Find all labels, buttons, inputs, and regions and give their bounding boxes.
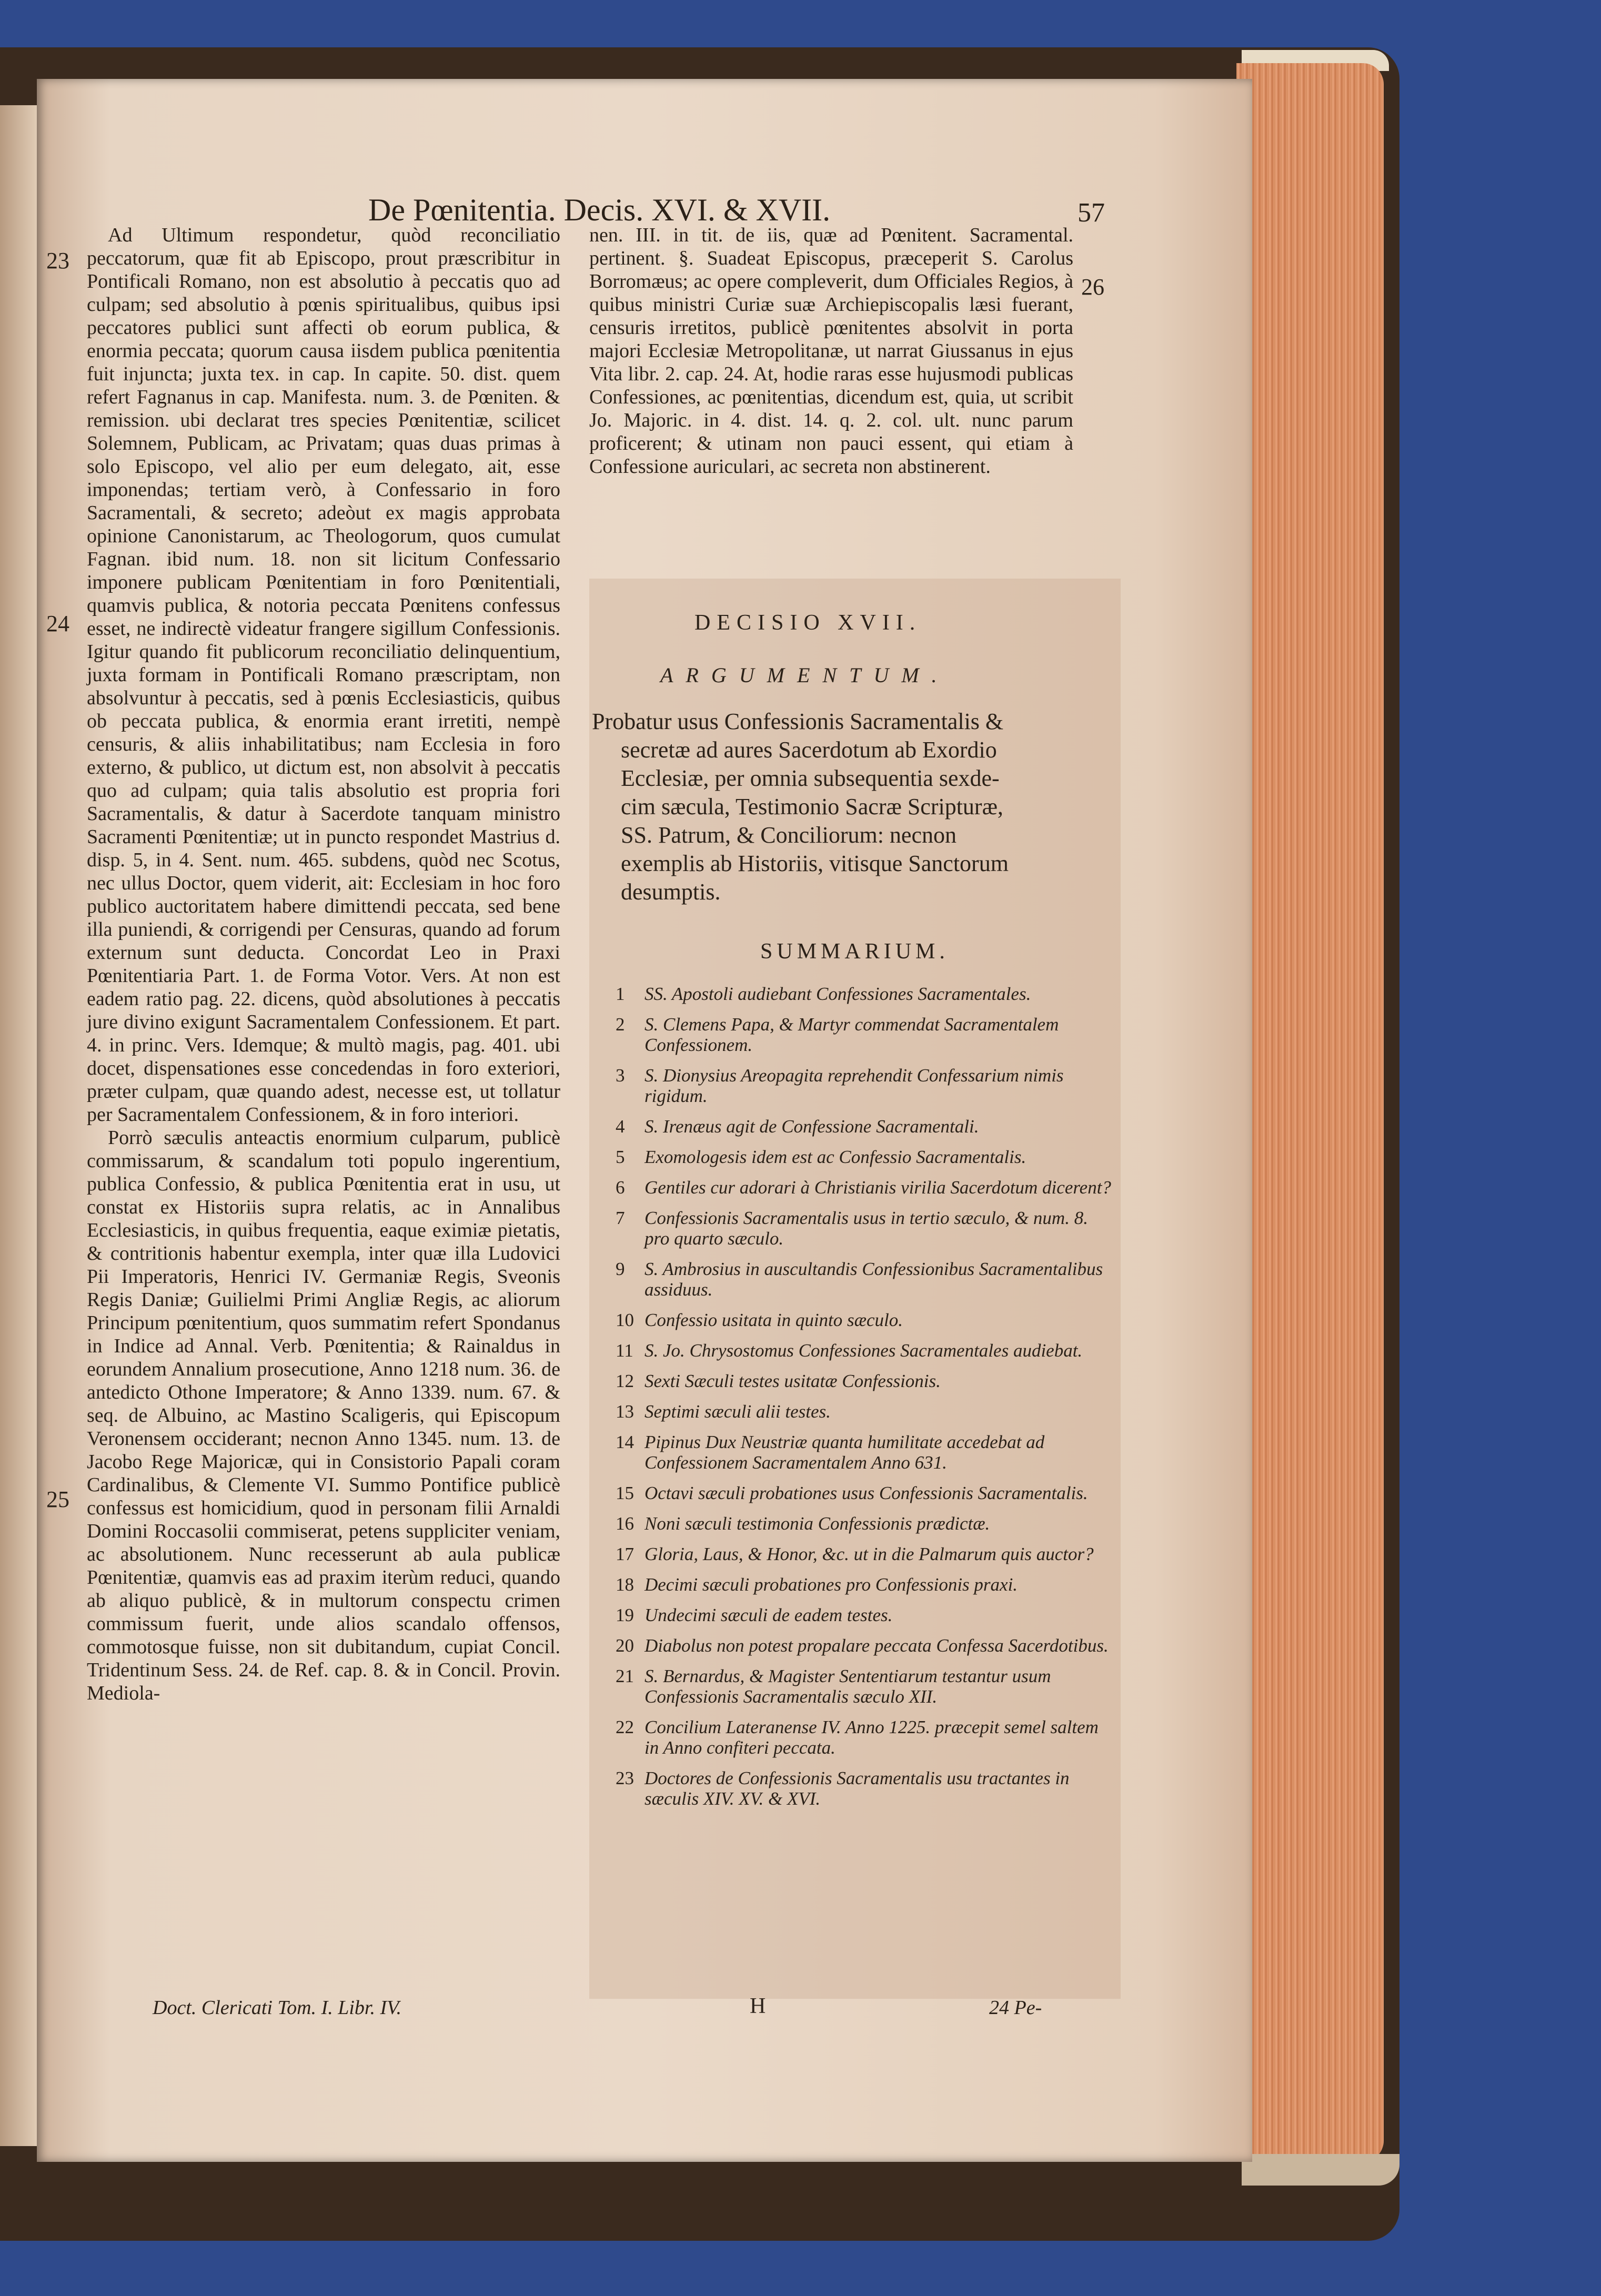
decisio-heading: DECISIO XVII. xyxy=(694,611,922,635)
paragraph-continuation: nen. III. in tit. de iis, quæ ad Pœnitent. Sacramental. pertinent. §. Suadeat Episcopus, præceperit S. Carolus Borromæus; ac opere compleverit, dum Officiales Regios, à quibus ministri Curiæ suæ Archiepiscopalis læsi fuerant, censuris irretitos, publicè pœnitentes absolvit in porta majori Ecclesiæ Metropolitanæ, ut narrat Giussanus in ejus Vita libr. 2. cap. 24. At, hodie raras esse hujusmodi publicas Confessiones, ac pœnitentias, dicendum est, quia, ut scribit Jo. Majoric. in 4. dist. 14. q. 2. col. ult. nunc parum proficerent; & utinam non pauci essent, qui etiam à Confessione auriculari, ac secreta non abstinerent. xyxy=(589,224,1073,478)
argumentum-line: secretæ ad aures Sacerdotum ab Exordio xyxy=(621,737,997,763)
summarium-text: Pipinus Dux Neustriæ quanta humilitate accedebat ad Confessionem Sacramentalem Anno 631. xyxy=(645,1432,1045,1473)
summarium-text: Exomologesis idem est ac Confessio Sacramentalis. xyxy=(645,1147,1026,1167)
paragraph-ad-ultimum: Ad Ultimum respondetur, quòd reconciliatio peccatorum, quæ fit ab Episcopo, prout præscribitur in Pontificali Romano, non est absolutio à peccatis quo ad culpam; sed absolutio à pœnis spiritualibus, quibus ipsi peccatores publici sunt affecti ob eorum publica, & enormia peccata; quorum causa iisdem publica pœnitentia fuit injuncta; juxta tex. in cap. In capite. 50. dist. quem refert Fagnanus in cap. Manifesta. num. 3. de Pœniten. & remission. ubi declarat tres species Pœnitentiæ, scilicet Solemnem, Publicam, ac Privatam; quas duas primas à solo Episcopo, vel alio per eum delegato, ait, esse imponendas; tertiam verò, à Confessario in foro Sacramentali, & secreto; adeòut ex magis approbata opinione Canonistarum, ac Theologorum, quos cumulat Fagnan. ibid num. 18. non sit licitum Confessario imponere publicam Pœnitentiam in foro Pœnitentiali, quamvis publica, & notoria peccata Pœnitens confessus esset, ne indirectè videatur frangere sigillum Confessionis. Igitur quando fit publicorum reconciliatio delinquentium, juxta formam in Pontificali Romano præscriptam, non absolvuntur à peccatis, sed à pœnis Ecclesiasticis, quibus ob peccata publica, & enormia erant irretiti, nempè censuris, & aliis inhabilitatibus; nam Ecclesia in foro externo, & publico, ut dictum est, non absolvit à peccatis quo ad culpam; quia talis absolutio est propria fori Sacramentalis, & datur à Sacerdote tanquam ministro Sacramenti Pœnitentiæ; ut in puncto respondet Mastrius d. disp. 5, in 4. Sent. num. 465. subdens, quòd nec Scotus, nec ullus Doctor, quem viderit, ait: Ecclesiam in hoc foro publico auctoritatem habere dimittendi peccata, sed bene illa puniendi, & corrigendi per Censuras, quando ad forum externum sunt deducta. Concordat Leo in Praxi Pœnitentiaria Part. 1. de Forma Votor. Vers. At non est eadem ratio pag. 22. dicens, quòd absolutiones à peccatis jure divino exigunt Sacramentalem Confessionem. Et part. 4. in princ. Vers. Idemque; & multò magis, pag. 401. ubi docet, dispensationes esse concedendas in foro exteriori, præter culpam, quæ quando adest, necesse est, ut tollatur per Sacramentalem Confessionem, & in foro interiori. xyxy=(87,224,560,1126)
summarium-number: 1 xyxy=(616,984,625,1004)
summarium-number: 14 xyxy=(616,1432,634,1452)
summarium-item xyxy=(616,1717,1115,1758)
summarium-number: 17 xyxy=(616,1544,634,1564)
summarium-text: S. Dionysius Areopagita reprehendit Confessarium nimis rigidum. xyxy=(645,1065,1064,1106)
signature-mark: H xyxy=(750,1994,766,2018)
facing-page-edge xyxy=(0,105,42,2146)
summarium-text: Diabolus non potest propalare peccata Confessa Sacerdotibus. xyxy=(645,1635,1109,1656)
argumentum-line: desumptis. xyxy=(621,879,721,905)
summarium-item xyxy=(616,1768,1115,1809)
summarium-text: S. Ambrosius in auscultandis Confessionibus Sacramentalibus assiduus. xyxy=(645,1259,1103,1300)
page-stack-bottom xyxy=(1242,2154,1399,2186)
summarium-number: 21 xyxy=(616,1666,634,1686)
left-column xyxy=(87,224,560,1705)
argumentum-heading: ARGUMENTUM. xyxy=(660,663,950,687)
summarium-item xyxy=(616,1513,1115,1534)
argumentum-line: SS. Patrum, & Conciliorum: necnon xyxy=(621,822,956,848)
catchword: 24 Pe- xyxy=(989,1997,1042,2019)
summarium-text: Concilium Lateranense IV. Anno 1225. præcepit semel saltem in Anno confiteri peccata. xyxy=(645,1717,1099,1758)
summarium-number: 9 xyxy=(616,1259,625,1279)
summarium-text: S. Clemens Papa, & Martyr commendat Sacramentalem Confessionem. xyxy=(645,1014,1059,1055)
summarium-number: 11 xyxy=(616,1340,633,1361)
summarium-number: 6 xyxy=(616,1177,625,1198)
summarium-item xyxy=(616,1014,1115,1055)
summarium-item xyxy=(616,1666,1115,1707)
summarium-number: 2 xyxy=(616,1014,625,1035)
summarium-item xyxy=(616,1401,1115,1422)
summarium-number: 15 xyxy=(616,1483,634,1503)
summarium-number: 4 xyxy=(616,1116,625,1137)
argumentum-line: Probatur usus Confessionis Sacramentalis & xyxy=(592,709,1004,734)
summarium-item xyxy=(616,984,1115,1004)
margin-number-24: 24 xyxy=(46,611,69,636)
summarium-number: 10 xyxy=(616,1310,634,1330)
argumentum-line: cim sæcula, Testimonio Sacræ Scripturæ, xyxy=(621,794,1003,820)
summarium-text: Confessio usitata in quinto sæculo. xyxy=(645,1310,903,1330)
running-title: De Pœnitentia. Decis. XVI. & XVII. xyxy=(368,193,831,227)
argumentum-text xyxy=(592,707,1113,906)
argumentum-line: Ecclesiæ, per omnia subsequentia sexde- xyxy=(621,765,1000,791)
page-number: 57 xyxy=(1078,198,1105,228)
summarium-number: 13 xyxy=(616,1401,634,1422)
summarium-number: 18 xyxy=(616,1574,634,1595)
summarium-number: 22 xyxy=(616,1717,634,1737)
summarium-item xyxy=(616,1310,1115,1330)
summarium-text: S. Bernardus, & Magister Sententiarum testantur usum Confessionis Sacramentalis sæculo XII. xyxy=(645,1666,1051,1707)
summarium-number: 20 xyxy=(616,1635,634,1656)
summarium-number: 7 xyxy=(616,1208,625,1228)
footer-author-line: Doct. Clericati Tom. I. Libr. IV. xyxy=(153,1997,401,2019)
summarium-number: 16 xyxy=(616,1513,634,1534)
summarium-item xyxy=(616,1432,1115,1473)
summarium-item xyxy=(616,1116,1115,1137)
summarium-text: S. Irenæus agit de Confessione Sacramentali. xyxy=(645,1116,979,1137)
summarium-text: Septimi sæculi alii testes. xyxy=(645,1401,831,1422)
margin-number-23: 23 xyxy=(46,248,69,274)
summarium-text: Gentiles cur adorari à Christianis virilia Sacerdotum dicerent? xyxy=(645,1177,1111,1198)
summarium-text: SS. Apostoli audiebant Confessiones Sacramentales. xyxy=(645,984,1031,1004)
paragraph-porro: Porrò sæculis anteactis enormium culparum, publicè commissarum, & scandalum toti populo ingerentium, publica Confessio, & publica Pœnitentia erat in usu, ut constat ex Historiis supra relatis, ac in Annalibus Ecclesiasticis, in quibus frequentia, eaque eximiæ pietatis, & contritionis habentur exempla, inter quæ illa Ludovici Pii Imperatoris, Henrici IV. Germaniæ Regis, Sveonis Regis Daniæ; Guilielmi Primi Angliæ Regis, ac aliorum Principum pœnitentium, quos summatim refert Spondanus in Indice ad Annal. Verb. Pœnitentia; & Rainaldus in eorundem Annalium prosecutione, Anno 1218 num. 36. de antedicto Othone Imperatore; & Anno 1339. num. 67. & seq. de Albuino, ac Mastino Scaligeris, qui Episcopum Veronensem occiderant; necnon Anno 1345. num. 13. de Jacobo Rege Majoricæ, qui in Consistorio Papali coram Cardinalibus, & Clemente VI. Summo Pontifice publicè confessus est homicidium, quod in personam filii Arnaldi Domini Roccasolii commiserat, petens suppliciter veniam, ac absolutionem. Nunc recesserunt ab aula publicæ Pœnitentiæ, quamvis eas ad praxim iterùm reduci, quando ab aliquo publicè, & in multorum conspectu crimen commissum fuerit, unde alios scandalo offensos, commotosque fuisse, non sit dubitandum, cupiat Concil. Tridentinum Sess. 24. de Ref. cap. 8. & in Concil. Provin. Mediola- xyxy=(87,1127,560,1704)
summarium-item xyxy=(616,1544,1115,1564)
margin-number-26: 26 xyxy=(1081,274,1104,300)
fore-edge xyxy=(1236,63,1384,2162)
summarium-heading: SUMMARIUM. xyxy=(760,939,949,964)
summarium-item xyxy=(616,1340,1115,1361)
summarium-item xyxy=(616,1208,1115,1249)
summarium-item xyxy=(616,1177,1115,1198)
summarium-text: S. Jo. Chrysostomus Confessiones Sacramentales audiebat. xyxy=(645,1340,1083,1361)
margin-number-25: 25 xyxy=(46,1486,69,1512)
summarium-item xyxy=(616,1635,1115,1656)
summarium-text: Undecimi sæculi de eadem testes. xyxy=(645,1605,893,1625)
summarium-item xyxy=(616,1371,1115,1391)
summarium-item xyxy=(616,1483,1115,1503)
summarium-item xyxy=(616,1605,1115,1625)
summarium-list xyxy=(616,984,1115,1819)
summarium-text: Doctores de Confessionis Sacramentalis usu tractantes in sæculis XIV. XV. & XVI. xyxy=(645,1768,1070,1809)
summarium-number: 19 xyxy=(616,1605,634,1625)
summarium-number: 12 xyxy=(616,1371,634,1391)
summarium-number: 3 xyxy=(616,1065,625,1086)
right-column xyxy=(589,224,1115,478)
summarium-item xyxy=(616,1065,1115,1106)
summarium-number: 23 xyxy=(616,1768,634,1788)
summarium-text: Decimi sæculi probationes pro Confessionis praxi. xyxy=(645,1574,1018,1595)
summarium-text: Gloria, Laus, & Honor, &c. ut in die Palmarum quis auctor? xyxy=(645,1544,1094,1564)
summarium-text: Noni sæculi testimonia Confessionis prædictæ. xyxy=(645,1513,990,1534)
summarium-item xyxy=(616,1259,1115,1300)
summarium-text: Confessionis Sacramentalis usus in tertio sæculo, & num. 8. pro quarto sæculo. xyxy=(645,1208,1088,1249)
summarium-number: 5 xyxy=(616,1147,625,1167)
summarium-text: Octavi sæculi probationes usus Confessionis Sacramentalis. xyxy=(645,1483,1088,1503)
summarium-item xyxy=(616,1574,1115,1595)
summarium-item xyxy=(616,1147,1115,1167)
argumentum-line: exemplis ab Historiis, vitisque Sanctorum xyxy=(621,851,1009,876)
summarium-text: Sexti Sæculi testes usitatæ Confessionis. xyxy=(645,1371,941,1391)
